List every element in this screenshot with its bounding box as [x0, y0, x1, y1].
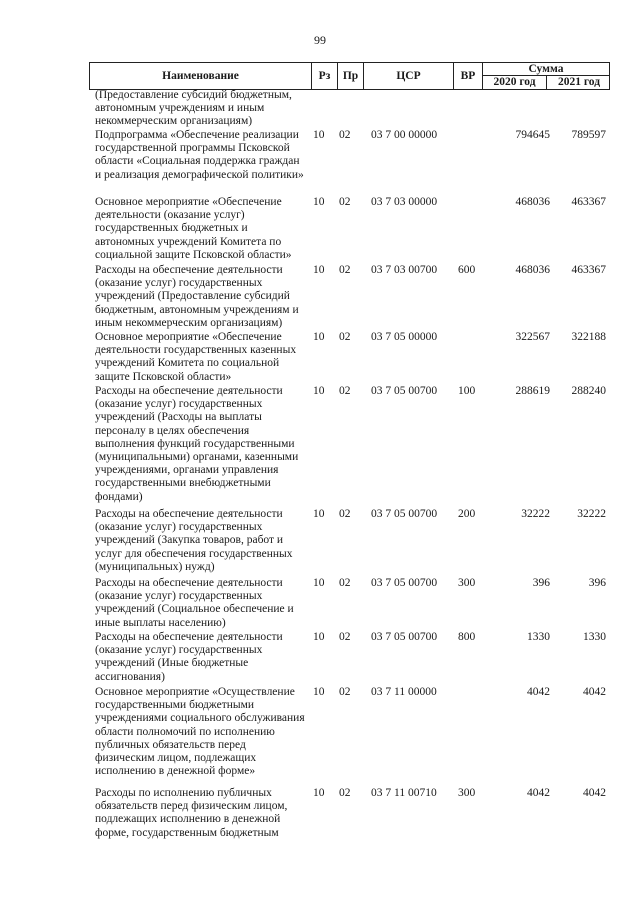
- row-name: Расходы на обеспечение деятельности (оказание услуг) государственных учреждений (Расходы на выплаты персоналу в целях обеспечения выполнения функций государственными (муниципальными) органами, казенными учреждениями, органами управления государственными внебюджетными фондами): [95, 385, 299, 503]
- header-summa: [482, 63, 610, 89]
- row-rz: 10: [313, 631, 325, 643]
- row-name: Расходы на обеспечение деятельности (оказание услуг) государственных учреждений (Предоставление субсидий бюджетным, автономным учреждениям и иным некоммерческим организациям): [95, 264, 299, 329]
- row-name: Подпрограмма «Обеспечение реализации государственной программы Псковской области «Социальная поддержка граждан и реализация демографической политики»: [95, 129, 304, 181]
- row-vr: 800: [458, 631, 476, 643]
- row-sum-2021: 463367: [571, 196, 606, 208]
- row-sum-2021: 1330: [583, 631, 606, 643]
- header-pr: Пр: [337, 63, 363, 89]
- row-sum-2021: 4042: [583, 787, 606, 799]
- header-summa-title: Сумма: [528, 63, 564, 75]
- row-name: Расходы на обеспечение деятельности (оказание услуг) государственных учреждений (Закупка товаров, работ и услуг для обеспечения государственных (муниципальных) нужд): [95, 508, 293, 573]
- row-csr: 03 7 11 00000: [371, 686, 437, 698]
- row-name: Основное мероприятие «Обеспечение деятельности государственных казенных учреждений Комитета по социальной защите Псковской области»: [95, 331, 297, 383]
- header-rz: Рз: [311, 63, 337, 89]
- table-header: [89, 62, 610, 90]
- row-csr: 03 7 05 00000: [371, 331, 438, 343]
- row-sum-2020: 4042: [527, 686, 550, 698]
- row-vr: 300: [458, 577, 476, 589]
- row-vr: 600: [458, 264, 476, 276]
- row-rz: 10: [313, 787, 325, 799]
- row-sum-2020: 32222: [521, 508, 550, 520]
- row-rz: 10: [313, 508, 325, 520]
- row-pr: 02: [339, 787, 351, 799]
- row-pr: 02: [339, 686, 351, 698]
- row-pr: 02: [339, 196, 351, 208]
- row-pr: 02: [339, 264, 351, 276]
- row-rz: 10: [313, 264, 325, 276]
- row-rz: 10: [313, 129, 325, 141]
- row-csr: 03 7 05 00700: [371, 631, 438, 643]
- row-csr: 03 7 05 00700: [371, 385, 438, 397]
- row-pr: 02: [339, 331, 351, 343]
- row-vr: 300: [458, 787, 476, 799]
- row-csr: 03 7 03 00000: [371, 196, 438, 208]
- row-sum-2021: 32222: [577, 508, 606, 520]
- row-csr: 03 7 11 00710: [371, 787, 437, 799]
- page-number: 99: [314, 33, 326, 47]
- row-sum-2020: 1330: [527, 631, 550, 643]
- row-name: Расходы на обеспечение деятельности (оказание услуг) государственных учреждений (Иные бюджетные ассигнования): [95, 631, 283, 683]
- row-sum-2021: 288240: [571, 385, 606, 397]
- row-sum-2021: 4042: [583, 686, 606, 698]
- row-sum-2020: 4042: [527, 787, 550, 799]
- row-rz: 10: [313, 331, 325, 343]
- row-name: Основное мероприятие «Осуществление государственными бюджетными учреждениями социального обслуживания области полномочий по исполнению публичных обязательств перед физическим лицом, подлежащих исполнению в денежной форме»: [95, 686, 305, 778]
- header-year-2021: 2021 год: [557, 76, 601, 88]
- header-vr: ВР: [453, 63, 482, 89]
- row-sum-2021: 322188: [571, 331, 606, 343]
- row-name: Основное мероприятие «Обеспечение деятельности (оказание услуг) государственных бюджетных и автономных учреждений Комитета по социальной защите Псковской области»: [95, 196, 292, 261]
- row-sum-2020: 396: [532, 577, 550, 589]
- row-csr: 03 7 05 00700: [371, 508, 438, 520]
- row-pr: 02: [339, 129, 351, 141]
- row-sum-2020: 322567: [515, 331, 550, 343]
- header-year-2020: 2020 год: [483, 76, 547, 89]
- row-vr: 100: [458, 385, 476, 397]
- row-sum-2021: 789597: [571, 129, 606, 141]
- row-csr: 03 7 00 00000: [371, 129, 438, 141]
- row-pr: 02: [339, 385, 351, 397]
- row-pr: 02: [339, 631, 351, 643]
- row-rz: 10: [313, 686, 325, 698]
- header-name: Наименование: [89, 63, 311, 89]
- row-csr: 03 7 03 00700: [371, 264, 438, 276]
- row-name: Расходы на обеспечение деятельности (оказание услуг) государственных учреждений (Социальное обеспечение и иные выплаты населению): [95, 577, 294, 629]
- header-csr: ЦСР: [363, 63, 453, 89]
- row-rz: 10: [313, 385, 325, 397]
- row-csr: 03 7 05 00700: [371, 577, 438, 589]
- row-sum-2021: 463367: [571, 264, 606, 276]
- row-rz: 10: [313, 577, 325, 589]
- row-sum-2020: 288619: [515, 385, 550, 397]
- row-sum-2020: 468036: [515, 196, 550, 208]
- row-sum-2021: 396: [588, 577, 606, 589]
- row-rz: 10: [313, 196, 325, 208]
- row-vr: 200: [458, 508, 476, 520]
- row-pr: 02: [339, 508, 351, 520]
- row-sum-2020: 794645: [515, 129, 550, 141]
- row-sum-2020: 468036: [515, 264, 550, 276]
- row-name: Расходы по исполнению публичных обязательств перед физическим лицом, подлежащих исполнению в денежной форме, государственным бюджетным: [95, 787, 288, 839]
- row-name: (Предоставление субсидий бюджетным, автономным учреждениям и иным некоммерческим организациям): [95, 89, 292, 128]
- row-pr: 02: [339, 577, 351, 589]
